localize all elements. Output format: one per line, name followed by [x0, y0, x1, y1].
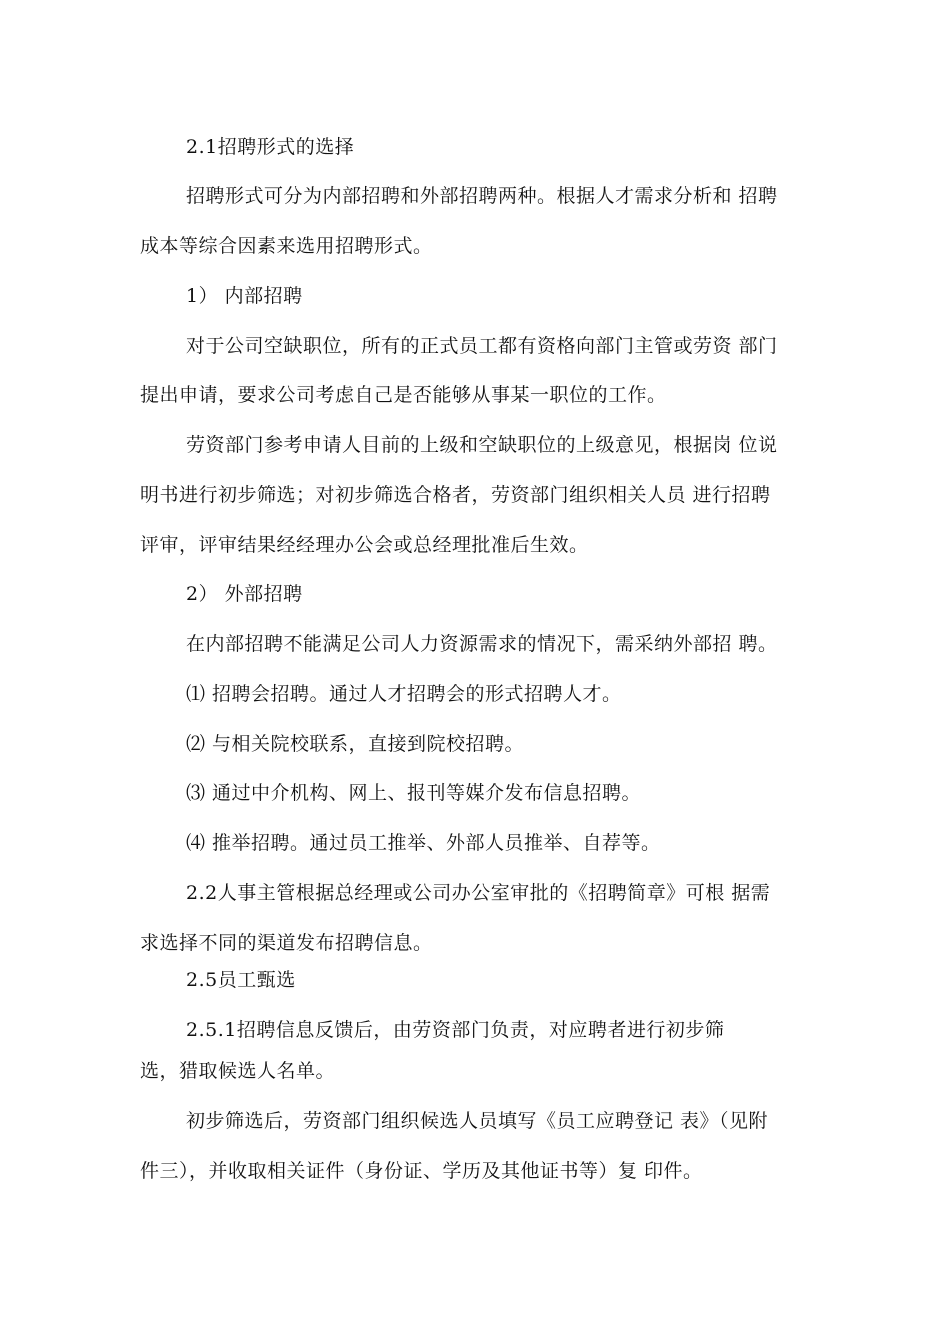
paragraph-line: 求选择不同的渠道发布招聘信息。 — [140, 932, 433, 954]
paragraph-line: 评审，评审结果经经理办公会或总经理批准后生效。 — [140, 534, 589, 556]
list-item: ⑴ 招聘会招聘。通过人才招聘会的形式招聘人才。 — [186, 683, 622, 705]
subheading-internal-recruitment: 1） 内部招聘 — [186, 285, 303, 307]
list-item: ⑷ 推举招聘。通过员工推举、外部人员推举、自荐等。 — [186, 832, 661, 854]
paragraph-line: 招聘形式可分为内部招聘和外部招聘两种。根据人才需求分析和 招聘 — [186, 185, 778, 207]
paragraph-line: 劳资部门参考申请人目前的上级和空缺职位的上级意见，根据岗 位说 — [186, 434, 778, 456]
paragraph-line: 件三），并收取相关证件（身份证、学历及其他证书等）复 印件。 — [140, 1160, 703, 1182]
list-item: ⑶ 通过中介机构、网上、报刊等媒介发布信息招聘。 — [186, 782, 642, 804]
paragraph-line: 2.2人事主管根据总经理或公司办公室审批的《招聘简章》可根 据需 — [186, 882, 771, 904]
paragraph-line: 提出申请，要求公司考虑自己是否能够从事某一职位的工作。 — [140, 384, 667, 406]
paragraph-line: 初步筛选后，劳资部门组织候选人员填写《员工应聘登记 表》（见附 — [186, 1110, 769, 1132]
paragraph-line: 在内部招聘不能满足公司人力资源需求的情况下，需采纳外部招 聘。 — [186, 633, 778, 655]
section-heading-2-5: 2.5员工甄选 — [186, 969, 296, 991]
paragraph-line: 2.5.1招聘信息反馈后，由劳资部门负责，对应聘者进行初步筛 — [186, 1019, 725, 1041]
paragraph-line: 成本等综合因素来选用招聘形式。 — [140, 235, 433, 257]
section-heading-2-1: 2.1招聘形式的选择 — [186, 136, 355, 158]
paragraph-line: 选，猎取候选人名单。 — [140, 1060, 336, 1082]
list-item: ⑵ 与相关院校联系，直接到院校招聘。 — [186, 733, 525, 755]
paragraph-line: 明书进行初步筛选；对初步筛选合格者，劳资部门组织相关人员 进行招聘 — [140, 484, 771, 506]
subheading-external-recruitment: 2） 外部招聘 — [186, 583, 303, 605]
paragraph-line: 对于公司空缺职位，所有的正式员工都有资格向部门主管或劳资 部门 — [186, 335, 778, 357]
